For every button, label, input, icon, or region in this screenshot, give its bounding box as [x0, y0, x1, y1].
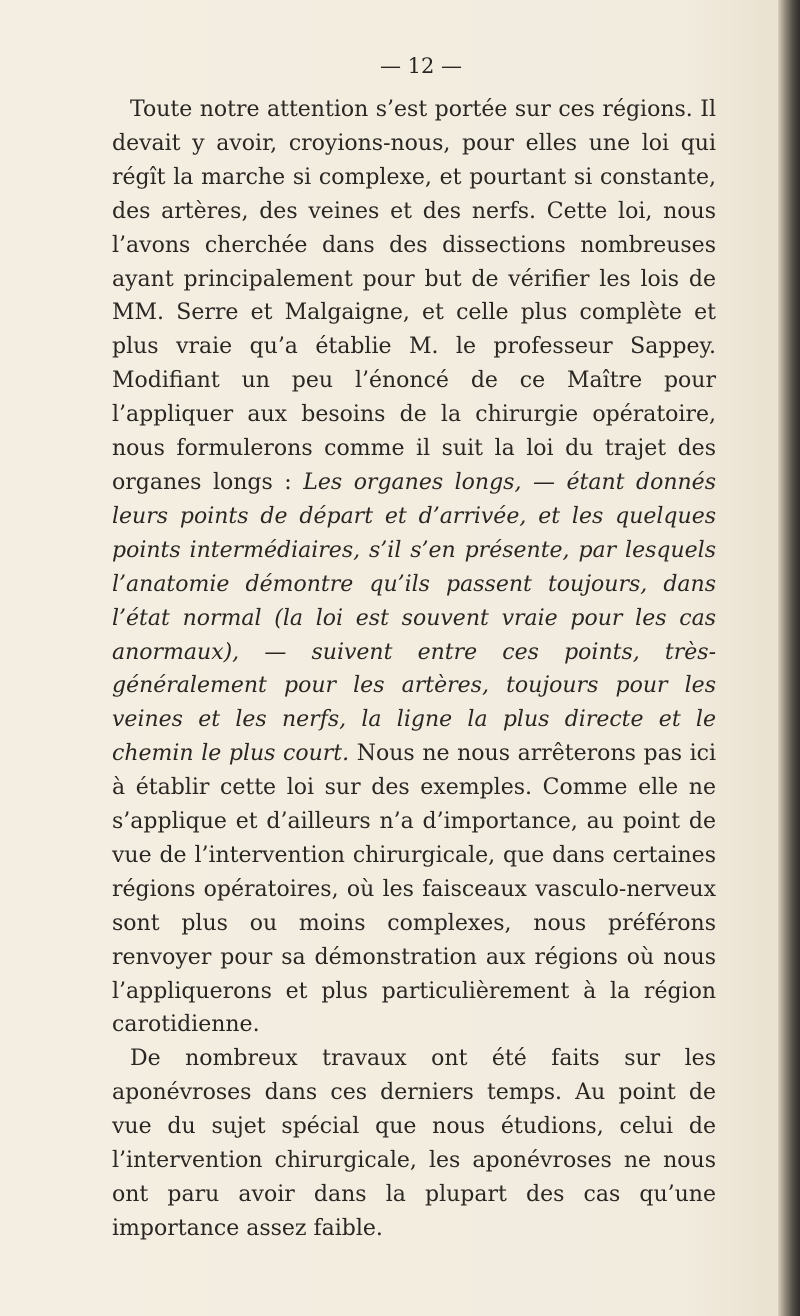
paragraph-2: De nombreux travaux ont été faits sur les aponévroses dans ces derniers temps. Au point de vue du sujet spécial que nous étudions, celui de l’intervention chirurgicale, les aponévroses ne nous ont paru avoir dans la plupart des cas qu’une importance assez faible.	[112, 1046, 716, 1241]
paragraph-1-tail: Nous ne nous arrêterons pas ici à établir cette loi sur des exemples. Comme elle ne s’applique et d’ailleurs n’a d’importance, au point de vue de l’intervention chirurgicale, que dans certaines régions opératoires, où les faisceaux vasculo-nerveux sont plus ou moins complexes, nous préférons renvoyer pour sa démonstration aux régions où nous l’appliquerons et plus particulièrement à la région carotidienne.	[112, 741, 716, 1038]
book-binding-edge	[778, 0, 800, 1316]
page-content	[112, 52, 716, 1246]
paragraph-1	[112, 93, 716, 1042]
paragraph-1-lead: Toute notre attention s’est portée sur ces régions. Il devait y avoir, croyions-nous, pour elles une loi qui régît la marche si complexe, et pourtant si constante, des artères, des veines et des nerfs. Cette loi, nous l’avons cherchée dans des dissections nombreuses ayant principalement pour but de vérifier les lois de MM. Serre et Malgaigne, et celle plus complète et plus vraie qu’a établie M. le professeur Sappey. Modifiant un peu l’énoncé de ce Maître pour l’appliquer aux besoins de la chirurgie opératoire, nous formulerons comme il suit la loi du trajet des organes longs :	[112, 97, 716, 495]
page-number: — 12 —	[379, 54, 463, 78]
anatomical-law-statement: Les organes longs, — étant donnés leurs points de départ et d’arrivée, et les quelques points intermédiaires, s’il s’en présente, par lesquels l’anatomie démontre qu’ils passent toujours, dans l’état normal (la loi est souvent vraie pour les cas anormaux), — suivent entre ces points, très-généralement pour les artères, toujours pour les veines et les nerfs, la ligne la plus directe et le chemin le plus court.	[112, 469, 716, 767]
